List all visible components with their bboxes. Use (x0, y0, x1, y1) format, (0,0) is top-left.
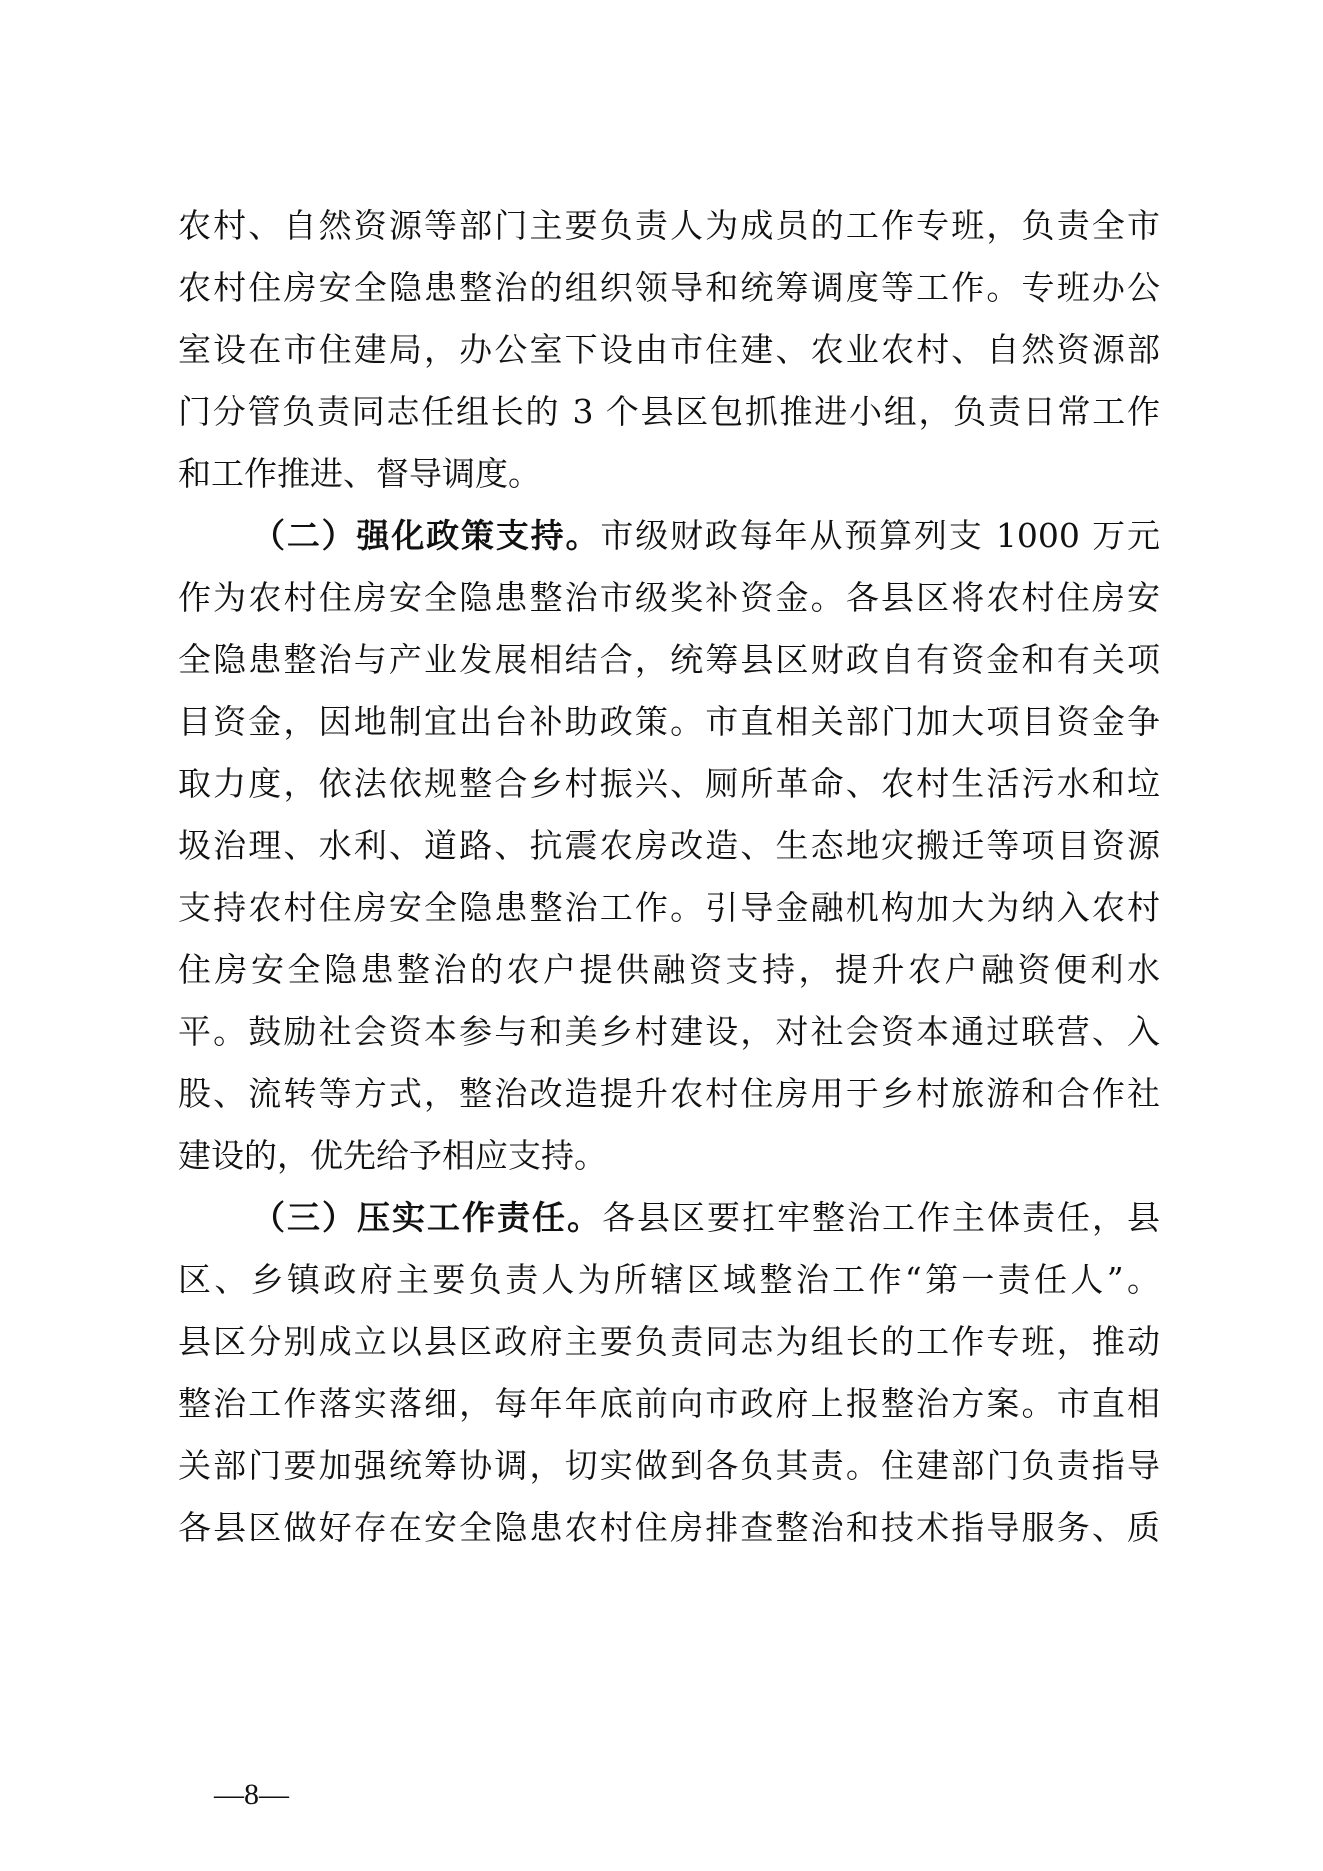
text-line: 支持农村住房安全隐患整治工作。引导金融机构加大为纳入农村 (178, 888, 1160, 927)
text-line-segment: 各县区要扛牢整治工作主体责任，县 (602, 1198, 1160, 1237)
text-line: 门分管负责同志任组长的 3 个县区包抓推进小组，负责日常工作 (178, 392, 1160, 431)
text-line: 全隐患整治与产业发展相结合，统筹县区财政自有资金和有关项 (178, 640, 1160, 679)
text-line: 取力度，依法依规整合乡村振兴、厕所革命、农村生活污水和垃 (178, 764, 1160, 803)
text-line: 股、流转等方式，整治改造提升农村住房用于乡村旅游和合作社 (178, 1074, 1160, 1113)
text-line: 各县区做好存在安全隐患农村住房排查整治和技术指导服务、质 (178, 1508, 1160, 1547)
section-first-line (252, 505, 1160, 567)
text-line: 农村、自然资源等部门主要负责人为成员的工作专班，负责全市 (178, 206, 1160, 245)
text-line: 平。鼓励社会资本参与和美乡村建设，对社会资本通过联营、入 (178, 1012, 1160, 1051)
text-line: 目资金，因地制宜出台补助政策。市直相关部门加大项目资金争 (178, 702, 1160, 741)
text-line: 关部门要加强统筹协调，切实做到各负其责。住建部门负责指导 (178, 1446, 1160, 1485)
text-line: 和工作推进、督导调度。 (178, 454, 541, 493)
section-heading: （三）压实工作责任。 (252, 1198, 602, 1237)
text-line: 作为农村住房安全隐患整治市级奖补资金。各县区将农村住房安 (178, 578, 1160, 617)
section-first-line (252, 1187, 1160, 1249)
text-line: 室设在市住建局，办公室下设由市住建、农业农村、自然资源部 (178, 330, 1160, 369)
text-line: 农村住房安全隐患整治的组织领导和统筹调度等工作。专班办公 (178, 268, 1160, 307)
text-line-segment: 市级财政每年从预算列支 1000 万元 (600, 516, 1160, 555)
section-heading: （二）强化政策支持。 (252, 516, 601, 555)
text-line: 县区分别成立以县区政府主要负责同志为组长的工作专班，推动 (178, 1322, 1160, 1361)
text-line: 住房安全隐患整治的农户提供融资支持，提升农户融资便利水 (178, 950, 1160, 989)
text-line: 建设的，优先给予相应支持。 (178, 1136, 607, 1175)
text-line: 区、乡镇政府主要负责人为所辖区域整治工作“第一责任人”。 (178, 1260, 1160, 1299)
page-number: —8— (214, 1778, 289, 1811)
text-line: 圾治理、水利、道路、抗震农房改造、生态地灾搬迁等项目资源 (178, 826, 1160, 865)
text-line: 整治工作落实落细，每年年底前向市政府上报整治方案。市直相 (178, 1384, 1160, 1423)
